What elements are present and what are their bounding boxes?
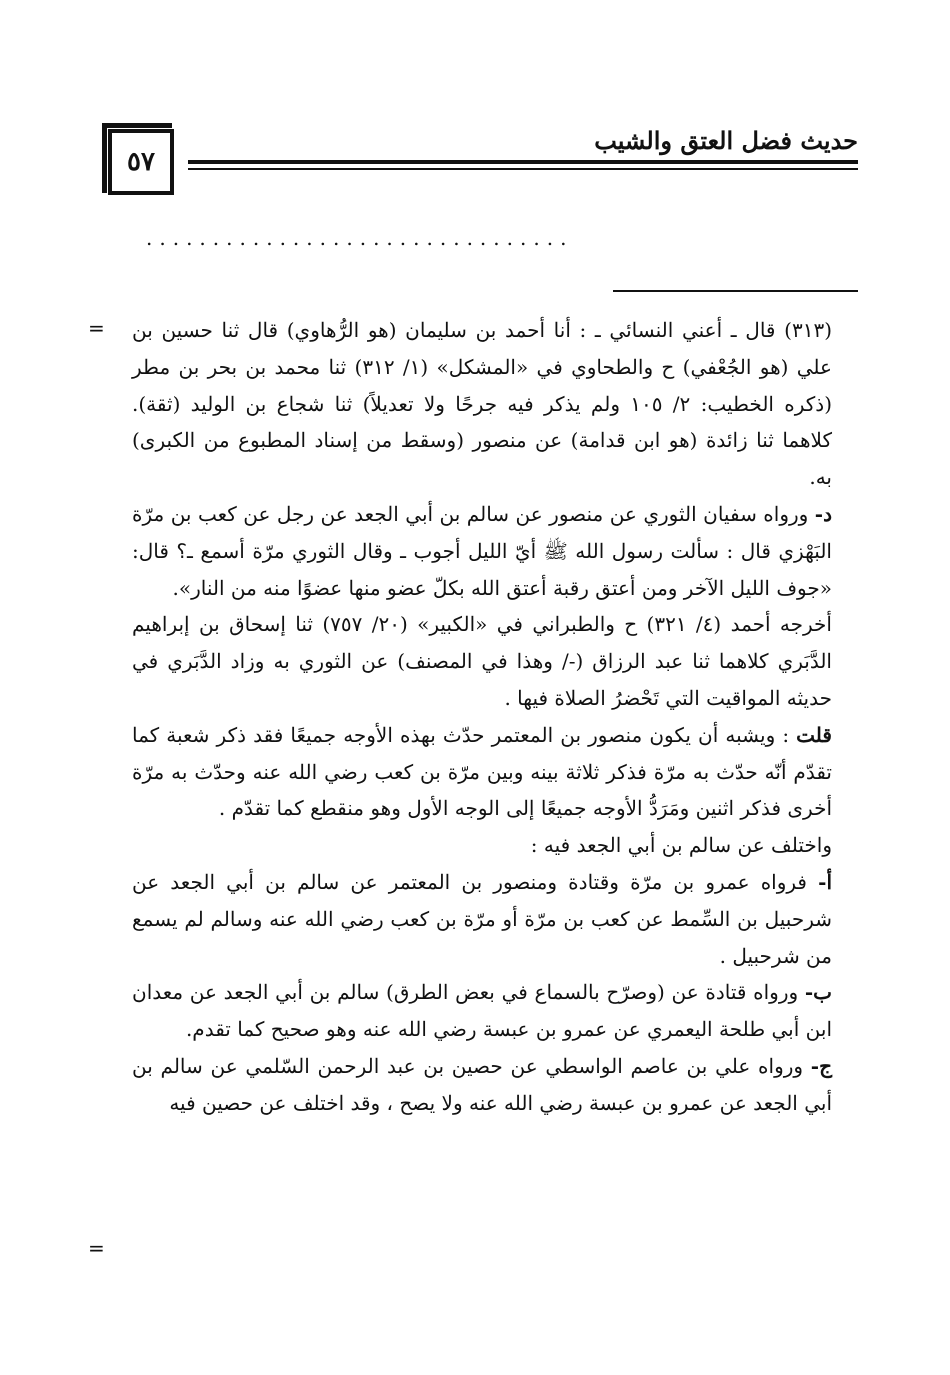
item-marker-ba: ب- (804, 980, 832, 1005)
footnote-paragraph-5: واختلف عن سالم بن أبي الجعد فيه : (530, 833, 832, 858)
item-marker-dal: د- (814, 501, 832, 526)
paragraph-text: ورواه علي بن عاصم الواسطي عن حصين بن عبد الرحمن السّلمي عن سالم بن أبي الجعد عن عمرو بن عبسة رضي الله عنه ولا يصح ، وقد اختلف عن حصين فيه (132, 1053, 832, 1115)
footnote-paragraph-1: (٣١٣) قال ـ أعني النسائي ـ : أنا أحمد بن سليمان (هو الرُّهاوي) قال ثنا حسين بن علي (هو الجُعْفي) ح والطحاوي في «المشكل» (١/ ٣١٢) ثنا محمد بن بحر بن مطر (ذكره الخطيب: ٢/ ١٠٥ ولم يذكر فيه جرحًا ولا تعديلاً) ثنا شجاع بن الوليد (ثقة). كلاهما ثنا زائدة (هو ابن قدامة) عن منصور (وسقط من إسناد المطبوع من الكبرى) به. (132, 318, 832, 490)
paragraph-text: ورواه سفيان الثوري عن منصور عن سالم بن أبي الجعد عن رجل عن كعب بن مرّة البَهْزي قال : سألت رسول الله ﷺ أيّ الليل أجوب ـ وقال الثوري مرّة أسمع ـ؟ قال: «جوف الليل الآخر ومن أعتق رقبة أعتق الله بكلّ عضو منها عضوًا منه من النار». (132, 501, 832, 600)
qultu-lead: قلت (796, 722, 832, 747)
header-rule-thick (188, 160, 858, 164)
continuation-marker-top: = (88, 316, 105, 340)
paragraph-text: : ويشبه أن يكون منصور بن المعتمر حدّث بهذه الأوجه جميعًا فقد ذكر شعبة كما تقدّم أنّه حدّث به مرّة فذكر ثلاثة بينه وبين مرّة بن كعب رضي الله عنه وحدّث به مرّة أخرى فذكر اثنين ومَرَدُّ الأوجه جميعًا إلى الوجه الأول وهو منقطع كما تقدّم . (132, 722, 832, 821)
footnote-paragraph-4 (132, 717, 832, 827)
footnote-paragraph-7 (132, 974, 832, 1048)
continuation-marker-bottom: = (88, 1236, 105, 1260)
item-marker-jim: ج- (810, 1053, 832, 1078)
item-marker-alif: أ- (818, 869, 832, 894)
footnote-paragraph-6 (132, 864, 832, 974)
header-rule-thin (188, 168, 858, 170)
footnote-paragraph-2 (132, 496, 832, 606)
dotted-separator: ................................ (146, 226, 574, 250)
page-number: ٥٧ (127, 147, 155, 177)
footnote-separator-rule (613, 290, 858, 292)
footnote-body (132, 312, 832, 1122)
running-header-title: حديث فضل العتق والشيب (594, 126, 858, 155)
page-number-box (108, 129, 174, 195)
footnote-paragraph-8 (132, 1048, 832, 1122)
paragraph-text: فرواه عمرو بن مرّة وقتادة ومنصور بن المعتمر عن سالم بن أبي الجعد عن شرحبيل بن السِّمط عن كعب بن مرّة أو مرّة بن كعب رضي الله عنه وسالم لم يسمع من شرحبيل . (132, 869, 832, 968)
footnote-paragraph-3: أخرجه أحمد (٤/ ٣٢١) ح والطبراني في «الكبير» (٢٠/ ٧٥٧) ثنا إسحاق بن إبراهيم الدَّبَري كلاهما ثنا عبد الرزاق (-/ وهذا في المصنف) عن الثوري به وزاد الدَّبَري في حديثه المواقيت التي تَحْضرُ الصلاة فيها . (132, 612, 832, 710)
paragraph-text: ورواه قتادة عن (وصرّح بالسماع في بعض الطرق) سالم بن أبي الجعد عن معدان ابن أبي طلحة اليعمري عن عمرو بن عبسة رضي الله عنه وهو صحيح كما تقدم. (132, 980, 832, 1042)
